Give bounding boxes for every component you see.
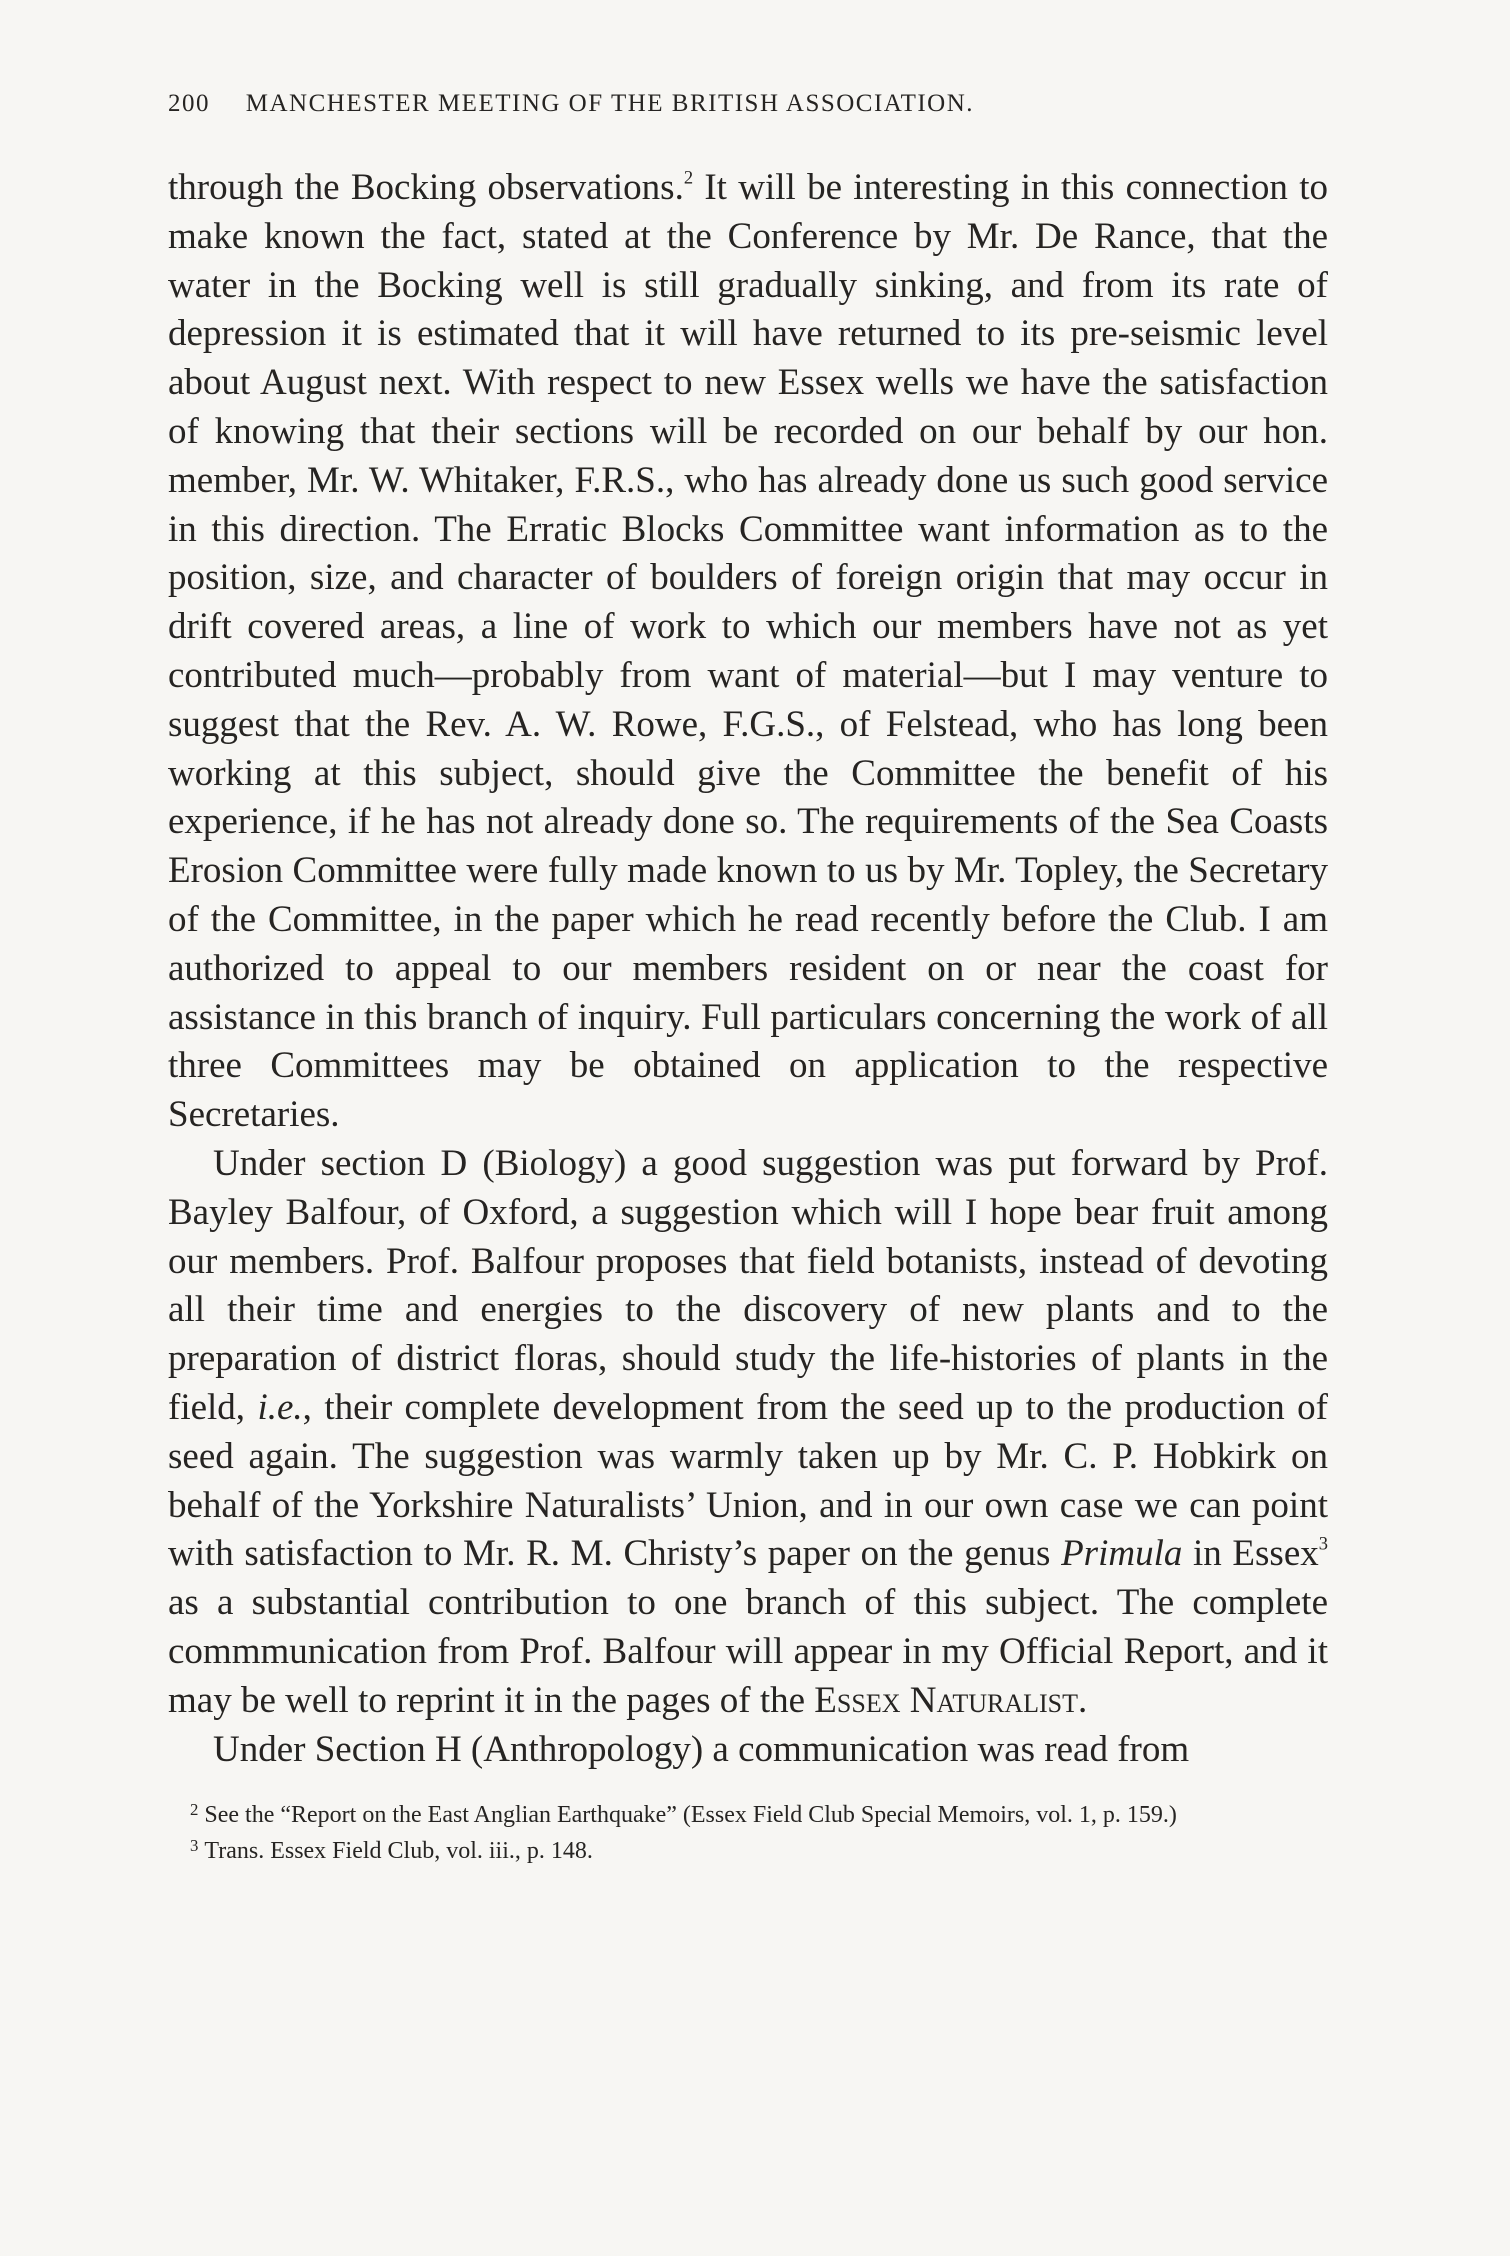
paragraph-2-text-d: as a substantial contribution to one branch of this subject. The complete commmunication from Prof. Balfour will appear in my Official Report, and it may be well to reprint it in the pages of the <box>168 1582 1328 1721</box>
running-head <box>168 84 1328 124</box>
paragraph-2-text-b: , their complete development from the seed up to the production of seed again. The suggestion was warmly taken up by Mr. C. P. Hobkirk on behalf of the Yorkshire Naturalists’ Union, and in our own case we can point with satisfaction to Mr. R. M. Christy’s paper on the genus <box>168 1386 1328 1575</box>
paragraph-2 <box>168 1140 1328 1726</box>
page-number: 200 <box>168 90 210 117</box>
footnote-mark: 2 <box>190 1799 199 1819</box>
footnote-text: See the “Report on the East Anglian Earthquake” (Essex Field Club Special Memoirs, vol. 1, p. 159.) <box>204 1802 1177 1829</box>
footnote-ref-2[interactable]: 2 <box>683 168 694 189</box>
italic-ie: i.e. <box>257 1386 303 1428</box>
paragraph-2-text-c: in Essex <box>1182 1533 1319 1575</box>
journal-name: Essex Naturalist <box>814 1679 1078 1721</box>
footnote-ref-3[interactable]: 3 <box>1318 1534 1328 1555</box>
paragraph-1-text-b: It will be interesting in this connection to make known the fact, stated at the Conference by Mr. De Rance, that the water in the Bocking well is still gradually sinking, and from its rate of depression it is estimated that it will have returned to its pre-seismic level about August next. With respect to new Essex wells we have the satisfaction of knowing that their sections will be recorded on our behalf by our hon. member, Mr. W. Whitaker, F.R.S., who has already done us such good service in this direction. The Erratic Blocks Committee want information as to the position, size, and character of boulders of foreign origin that may occur in drift covered areas, a line of work to which our members have not as yet contributed much—probably from want of material—but I may venture to suggest that the Rev. A. W. Rowe, F.G.S., of Felstead, who has long been working at this subject, should give the Committee the benefit of his experience, if he has not already done so. The requirements of the Sea Coasts Erosion Committee were fully made known to us by Mr. Topley, the Secretary of the Committee, in the paper which he read recently before the Club. I am authorized to appeal to our members resident on or near the coast for assistance in this branch of inquiry. Full particulars concerning the work of all three Committees may be obtained on application to the respective Secretaries. <box>168 167 1328 1136</box>
body-text <box>168 164 1328 1774</box>
paragraph-1-text-a: through the Bocking observations. <box>168 167 684 208</box>
book-page <box>168 84 1328 1872</box>
running-title: MANCHESTER MEETING OF THE BRITISH ASSOCIATION. <box>245 90 975 117</box>
paragraph-1 <box>168 164 1328 1140</box>
footnote-3 <box>168 1836 1328 1866</box>
footnote-text: Trans. Essex Field Club, vol. iii., p. 148. <box>204 1838 593 1865</box>
footnotes <box>168 1800 1328 1866</box>
italic-genus-name: Primula <box>1061 1533 1183 1575</box>
footnote-2 <box>168 1800 1328 1830</box>
paragraph-2-text-e: . <box>1078 1679 1088 1721</box>
footnote-mark: 3 <box>190 1835 199 1855</box>
paragraph-3: Under Section H (Anthropology) a communication was read from <box>213 1728 1190 1770</box>
paragraph-2-text-a: Under section D (Biology) a good suggestion was put forward by Prof. Bayley Balfour, of Oxford, a suggestion which will I hope bear fruit among our members. Prof. Balfour proposes that field botanists, instead of devoting all their time and energies to the discovery of new plants and to the preparation of district floras, should study the life-histories of plants in the field, <box>168 1142 1328 1428</box>
